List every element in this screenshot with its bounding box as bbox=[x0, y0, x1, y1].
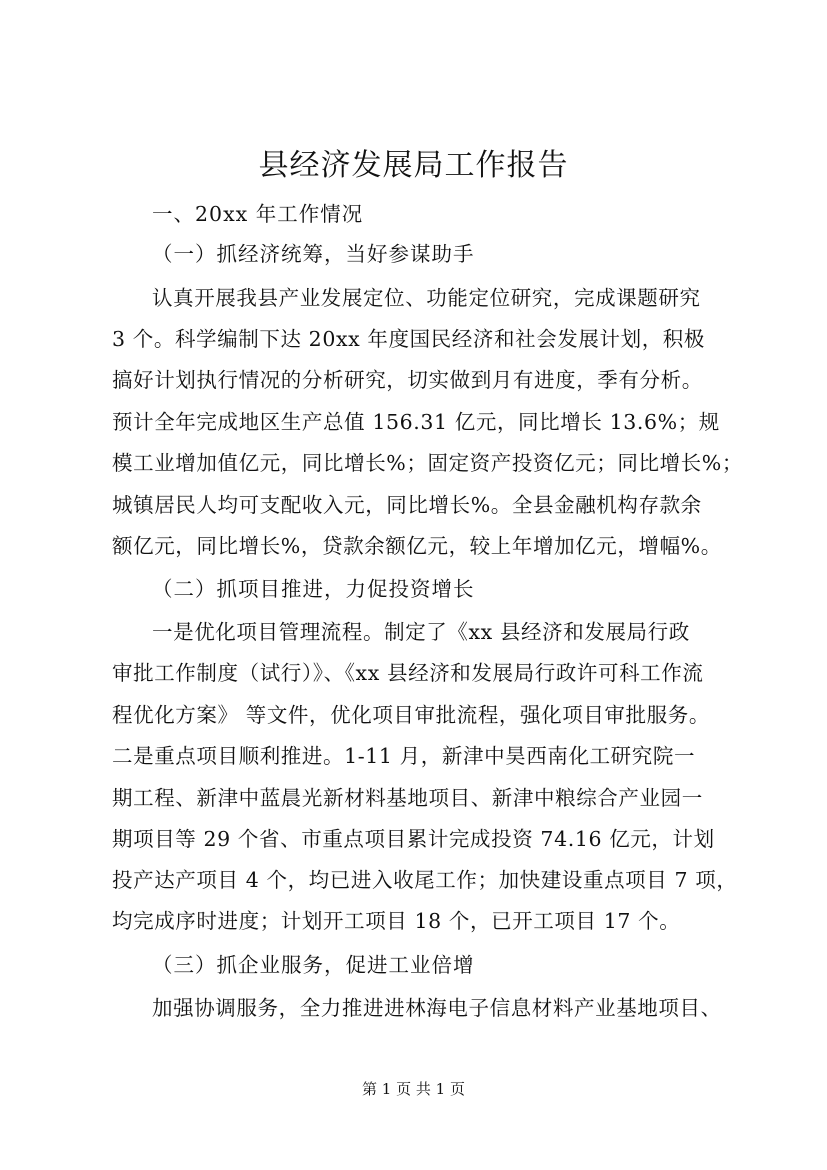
paragraph-line: 期项目等 29 个省、市重点项目累计完成投资 74.16 亿元，计划 bbox=[112, 827, 715, 851]
paragraph-line: 城镇居民人均可支配收入元，同比增长%。全县金融机构存款余 bbox=[112, 493, 702, 517]
paragraph-line: 均完成序时进度；计划开工项目 18 个，已开工项目 17 个。 bbox=[112, 909, 681, 933]
paragraph-line: 程优化方案》 等文件，优化项目审批流程，强化项目审批服务。 bbox=[112, 703, 710, 727]
paragraph-line: 3 个。科学编制下达 20xx 年度国民经济和社会发展计划，积极 bbox=[112, 327, 705, 351]
subsection-heading-2: （二）抓项目推进，力促投资增长 bbox=[152, 577, 475, 601]
paragraph-line: 搞好计划执行情况的分析研究，切实做到月有进度，季有分析。 bbox=[112, 368, 703, 392]
paragraph-line: 认真开展我县产业发展定位、功能定位研究，完成课题研究 bbox=[152, 286, 701, 310]
subsection-heading-3: （三）抓企业服务，促进工业倍增 bbox=[152, 953, 475, 977]
paragraph-line: 加强协调服务，全力推进进林海电子信息材料产业基地项目、 bbox=[152, 996, 722, 1020]
paragraph-line: 审批工作制度（试行）》、《xx 县经济和发展局行政许可科工作流 bbox=[112, 661, 704, 685]
section-heading-1: 一、20xx 年工作情况 bbox=[152, 202, 364, 226]
paragraph-line: 投产达产项目 4 个，均已进入收尾工作；加快建设重点项目 7 项， bbox=[112, 868, 738, 892]
subsection-heading-1: （一）抓经济统筹，当好参谋助手 bbox=[152, 242, 475, 266]
paragraph-line: 模工业增加值亿元，同比增长%；固定资产投资亿元；同比增长%； bbox=[112, 451, 743, 475]
document-title: 县经济发展局工作报告 bbox=[258, 148, 569, 183]
paragraph-line: 一是优化项目管理流程。制定了《xx 县经济和发展局行政 bbox=[152, 620, 690, 644]
paragraph-line: 期工程、新津中蓝晨光新材料基地项目、新津中粮综合产业园一 bbox=[112, 786, 703, 810]
page-footer: 第 1 页 共 1 页 bbox=[362, 1080, 465, 1098]
paragraph-line: 额亿元，同比增长%，贷款余额亿元，较上年增加亿元，增幅%。 bbox=[112, 534, 722, 558]
paragraph-line: 二是重点项目顺利推进。1-11 月，新津中昊西南化工研究院一 bbox=[112, 744, 696, 768]
paragraph-line: 预计全年完成地区生产总值 156.31 亿元，同比增长 13.6%；规 bbox=[112, 410, 720, 434]
